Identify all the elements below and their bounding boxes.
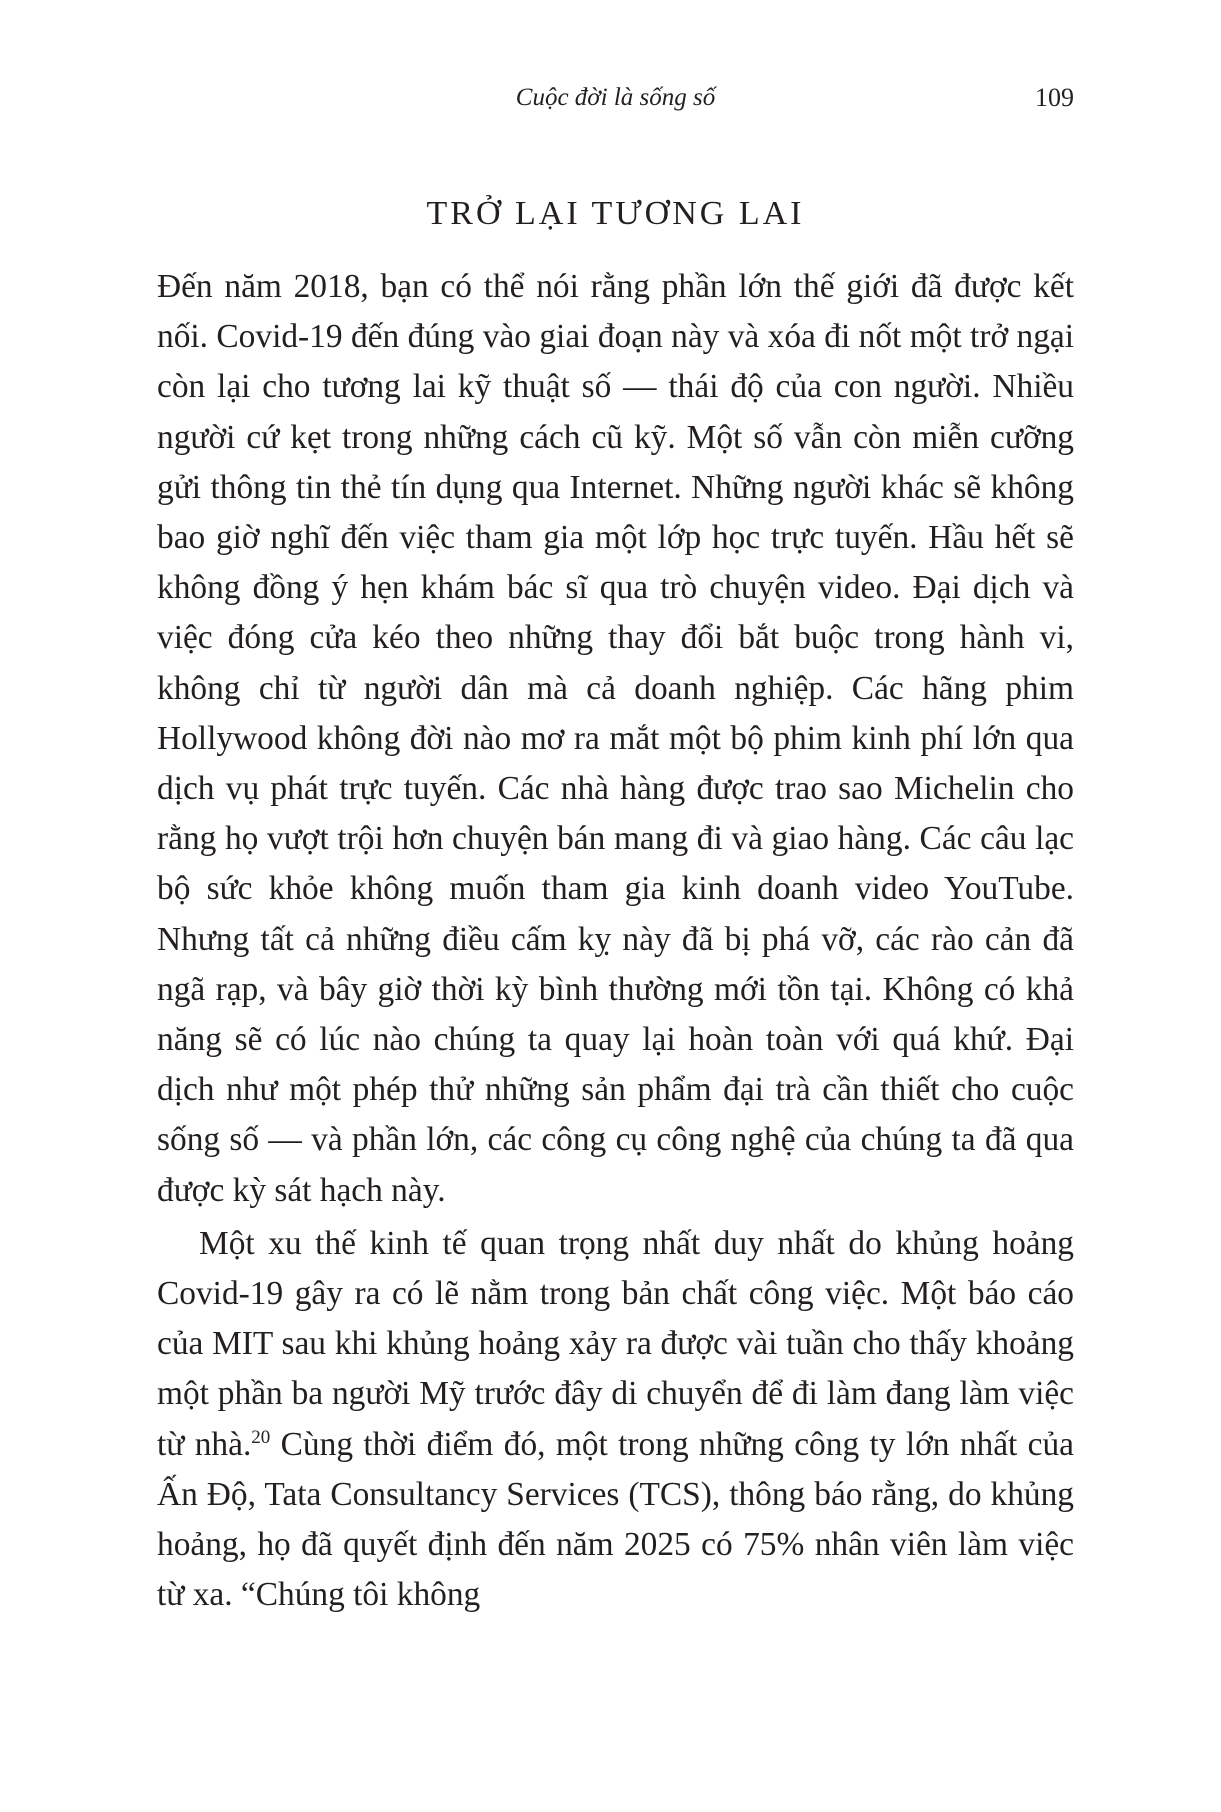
- paragraph-2-text-after-note: Cùng thời điểm đó, một trong những công ty lớn nhất của Ấn Độ, Tata Consultancy Services (TCS), thông báo rằng, do khủng hoảng, họ đã quyết định đến năm 2025 có 75% nhân viên làm việc từ xa. “Chúng tôi không: [157, 1425, 1075, 1614]
- footnote-reference[interactable]: 20: [251, 1426, 271, 1448]
- body-text: [157, 262, 1074, 1620]
- paragraph-2-text-before-note: Một xu thế kinh tế quan trọng nhất duy nhất do khủng hoảng Covid-19 gây ra có lẽ nằm trong bản chất công việc. Một báo cáo của MIT sau khi khủng hoảng xảy ra được vài tuần cho thấy khoảng một phần ba người Mỹ trước đây di chuyển để đi làm đang làm việc từ nhà.: [157, 1224, 1074, 1463]
- running-head: [157, 78, 1074, 118]
- paragraph-1: Đến năm 2018, bạn có thể nói rằng phần lớn thế giới đã được kết nối. Covid-19 đến đúng vào giai đoạn này và xóa đi nốt một trở ngại còn lại cho tương lai kỹ thuật số — thái độ của con người. Nhiều người cứ kẹt trong những cách cũ kỹ. Một số vẫn còn miễn cưỡng gửi thông tin thẻ tín dụng qua Internet. Những người khác sẽ không bao giờ nghĩ đến việc tham gia một lớp học trực tuyến. Hầu hết sẽ không đồng ý hẹn khám bác sĩ qua trò chuyện video. Đại dịch và việc đóng cửa kéo theo những thay đổi bắt buộc trong hành vi, không chỉ từ người dân mà cả doanh nghiệp. Các hãng phim Hollywood không đời nào mơ ra mắt một bộ phim kinh phí lớn qua dịch vụ phát trực tuyến. Các nhà hàng được trao sao Michelin cho rằng họ vượt trội hơn chuyện bán mang đi và giao hàng. Các câu lạc bộ sức khỏe không muốn tham gia kinh doanh video YouTube. Nhưng tất cả những điều cấm kỵ này đã bị phá vỡ, các rào cản đã ngã rạp, và bây giờ thời kỳ bình thường mới tồn tại. Không có khả năng sẽ có lúc nào chúng ta quay lại hoàn toàn với quá khứ. Đại dịch như một phép thử những sản phẩm đại trà cần thiết cho cuộc sống số — và phần lớn, các công cụ công nghệ của chúng ta đã qua được kỳ sát hạch này.: [157, 268, 1074, 1209]
- paragraph-2: [157, 1219, 1074, 1621]
- section-title: TRỞ LẠI TƯƠNG LAI: [426, 195, 805, 232]
- page-number: 109: [1035, 83, 1074, 112]
- running-title: Cuộc đời là sống số: [515, 84, 716, 111]
